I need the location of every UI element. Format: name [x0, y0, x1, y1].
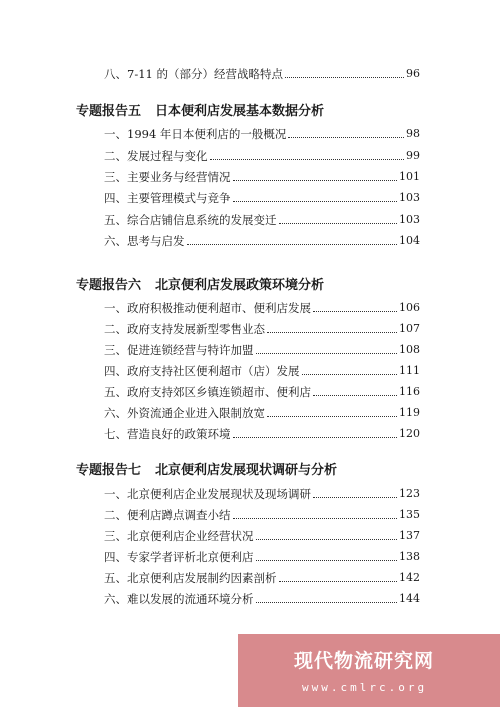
toc-entry: [104, 384, 420, 400]
toc-entry-page: 137: [399, 529, 420, 542]
leader-dots: [267, 415, 397, 417]
toc-entry-page: 103: [399, 191, 420, 204]
toc-entry-label: 八、7-11 的（部分）经营战略特点: [104, 67, 283, 81]
toc-entry-label: 三、北京便利店企业经营状况: [104, 529, 254, 543]
toc-entry-page: 142: [399, 571, 420, 584]
toc-entry-page: 116: [399, 385, 420, 398]
leader-dots: [256, 352, 398, 354]
toc-entry-label: 六、外资流通企业进入限制放宽: [104, 406, 265, 420]
toc-entry-page: 99: [406, 149, 420, 162]
leader-dots: [233, 200, 398, 202]
leader-dots: [256, 601, 398, 603]
section-title-report-7: [76, 459, 337, 478]
toc-entry: [104, 426, 420, 442]
section-title-report-6: [76, 274, 324, 293]
toc-entry-label: 三、促进连锁经营与特许加盟: [104, 343, 254, 357]
toc-entry: [104, 528, 420, 544]
toc-entry-label: 五、北京便利店发展制约因素剖析: [104, 571, 277, 585]
toc-entry-label: 三、主要业务与经营情况: [104, 170, 231, 184]
toc-entry-label: 二、便利店蹲点调查小结: [104, 508, 231, 522]
leader-dots: [285, 76, 404, 78]
toc-entry-label: 一、政府积极推动便利超市、便利店发展: [104, 301, 311, 315]
toc-entry-label: 四、主要管理模式与竞争: [104, 191, 231, 205]
toc-entry-page: 135: [399, 508, 420, 521]
section-prefix: 专题报告六: [76, 278, 142, 293]
toc-entry-page: 123: [399, 487, 420, 500]
section-text: 日本便利店发展基本数据分析: [155, 104, 325, 119]
toc-entry-page: 108: [399, 343, 420, 356]
leader-dots: [313, 496, 397, 498]
toc-entry: [104, 570, 420, 586]
toc-entry: [104, 126, 420, 142]
toc-entry: [104, 66, 420, 82]
toc-entry: [104, 363, 420, 379]
toc-entry-label: 一、北京便利店企业发展现状及现场调研: [104, 487, 311, 501]
toc-entry-page: 119: [399, 406, 420, 419]
toc-entry-page: 101: [399, 170, 420, 183]
leader-dots: [233, 179, 398, 181]
leader-dots: [210, 158, 405, 160]
toc-entry: [104, 342, 420, 358]
toc-entry-page: 104: [399, 234, 420, 247]
toc-entry-label: 五、政府支持郊区乡镇连锁超市、便利店: [104, 385, 311, 399]
toc-entry: [104, 549, 420, 565]
toc-entry-label: 六、难以发展的流通环境分析: [104, 592, 254, 606]
toc-entry: [104, 233, 420, 249]
leader-dots: [279, 222, 398, 224]
toc-entry: [104, 405, 420, 421]
toc-entry-label: 二、政府支持发展新型零售业态: [104, 322, 265, 336]
leader-dots: [267, 331, 397, 333]
toc-entry: [104, 148, 420, 164]
toc-entry-label: 四、政府支持社区便利超市（店）发展: [104, 364, 300, 378]
leader-dots: [233, 436, 398, 438]
toc-entry-label: 二、发展过程与变化: [104, 149, 208, 163]
section-prefix: 专题报告七: [76, 463, 142, 478]
toc-entry-page: 98: [406, 127, 420, 140]
toc-entry-page: 138: [399, 550, 420, 563]
leader-dots: [313, 310, 397, 312]
toc-entry-page: 107: [399, 322, 420, 335]
toc-entry: [104, 321, 420, 337]
toc-entry: [104, 190, 420, 206]
section-title-report-5: [76, 100, 324, 119]
leader-dots: [256, 559, 398, 561]
section-text: 北京便利店发展现状调研与分析: [155, 463, 338, 478]
toc-entry-label: 六、思考与启发: [104, 234, 185, 248]
watermark-title: 现代物流研究网: [294, 650, 435, 672]
toc-entry: [104, 591, 420, 607]
toc-entry: [104, 212, 420, 228]
toc-entry: [104, 507, 420, 523]
section-text: 北京便利店发展政策环境分析: [155, 278, 325, 293]
watermark-banner: [238, 634, 500, 707]
toc-entry-page: 106: [399, 301, 420, 314]
section-prefix: 专题报告五: [76, 104, 142, 119]
leader-dots: [302, 373, 398, 375]
leader-dots: [256, 538, 398, 540]
toc-entry-page: 144: [399, 592, 420, 605]
toc-entry-label: 七、营造良好的政策环境: [104, 427, 231, 441]
toc-entry: [104, 486, 420, 502]
toc-entry-label: 四、专家学者评析北京便利店: [104, 550, 254, 564]
leader-dots: [279, 580, 398, 582]
toc-entry-page: 103: [399, 213, 420, 226]
toc-entry-label: 五、综合店铺信息系统的发展变迁: [104, 213, 277, 227]
toc-entry-page: 111: [399, 364, 420, 377]
leader-dots: [233, 517, 398, 519]
toc-entry-page: 96: [406, 67, 420, 80]
leader-dots: [288, 136, 404, 138]
toc-entry: [104, 169, 420, 185]
leader-dots: [313, 394, 397, 396]
toc-entry-page: 120: [399, 427, 420, 440]
watermark-url: www.cmlrc.org: [302, 681, 428, 694]
toc-entry-label: 一、1994 年日本便利店的一般概况: [104, 127, 287, 141]
toc-entry: [104, 300, 420, 316]
leader-dots: [187, 243, 398, 245]
